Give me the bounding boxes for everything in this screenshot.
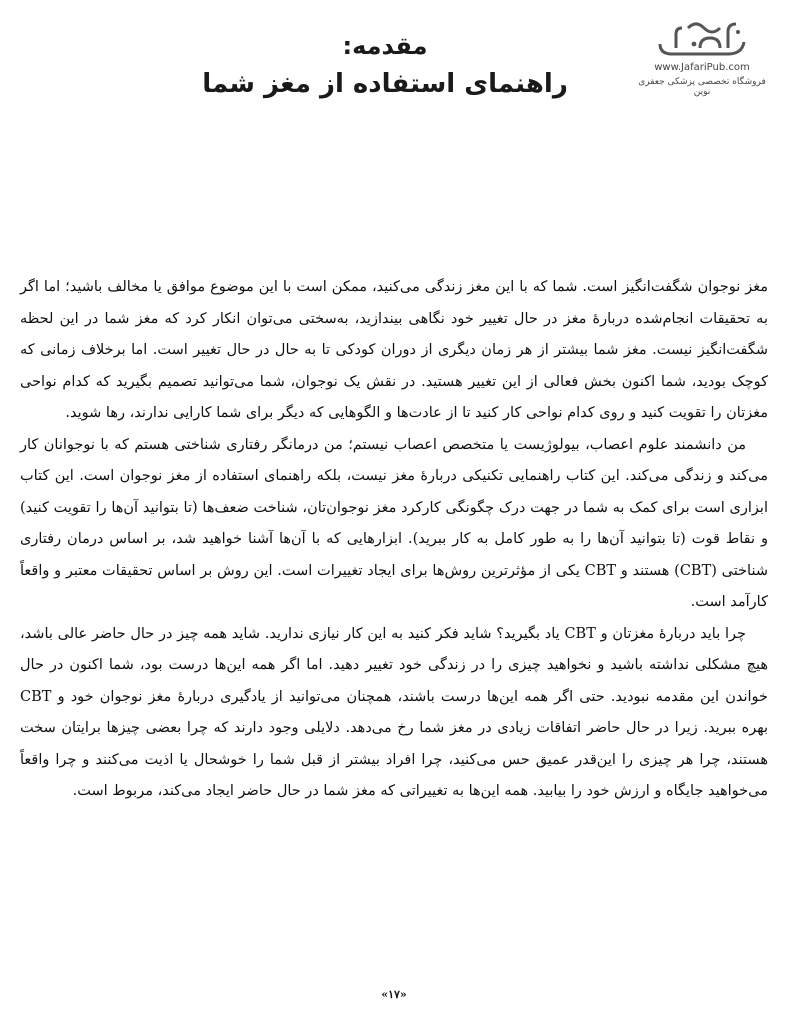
page-number: «۱۷» xyxy=(381,988,407,1001)
jafari-logo-icon xyxy=(654,18,750,60)
publisher-logo xyxy=(632,18,772,96)
chapter-title: مقدمه: xyxy=(342,32,428,60)
paragraph-2: من دانشمند علوم اعصاب، بیولوژیست یا متخصص اعصاب نیستم؛ من درمانگر رفتاری شناختی هستم که با نوجوانان کار می‌کند و زندگی می‌کند. این کتاب راهنمایی تکنیکی دربارهٔ مغز نیست، بلکه راهنمای استفاده از مغز نوجوان است. این کتاب ابزاری است برای کمک به شما در جهت درک چگونگی کارکرد مغز نوجوان‌تان، شناخت ضعف‌ها (تا بتوانید آن‌ها را تقویت کنید) و نقاط قوت (تا بتوانید آن‌ها را به طور کامل به کار ببرید). ابزارهایی که با آن‌ها آشنا خواهید شد، بر اساس درمان رفتاری شناختی (CBT) هستند و CBT یکی از مؤثرترین روش‌ها برای ایجاد تغییرات است. این روش بر اساس تحقیقات معتبر و واقعاً کارآمد است. xyxy=(20,436,768,610)
logo-url: www.JafariPub.com xyxy=(654,62,750,73)
logo-tagline: فروشگاه تخصصی پزشکی جعفری نوین xyxy=(638,77,766,97)
body-text xyxy=(20,272,768,808)
paragraph-1: مغز نوجوان شگفت‌انگیز است. شما که با این مغز زندگی می‌کنید، ممکن است با این موضوع موافق یا مخالف باشید؛ اما اگر به تحقیقات انجام‌شده دربارهٔ مغز در حال تغییر خود نگاهی بیندازید، به‌سختی می‌توان انکار کرد که مغز شما در این لحظه شگفت‌انگیز نیست. مغز شما بیشتر از هر زمان دیگری از دوران کودکی تا به حال در حال تغییر است. اما برخلاف زمانی که کوچک بودید، شما اکنون بخش فعالی از این تغییر هستید. در نقش یک نوجوان، شما می‌توانید تصمیم بگیرید که کدام نواحی مغزتان را تقویت کنید و روی کدام نواحی کار کنید تا از عادت‌ها و الگوهایی که دیگر برای شما کارایی ندارند، رها شوید. xyxy=(20,279,768,421)
paragraph-3: چرا باید دربارهٔ مغزتان و CBT یاد بگیرید؟ شاید فکر کنید به این کار نیازی ندارید. شاید همه چیز در حال حاضر عالی باشد، هیچ مشکلی نداشته باشید و نخواهید چیزی را در زندگی خود تغییر دهید. اما اگر همه این‌ها درست بود، شما اکنون در حال خواندن این مقدمه نبودید. حتی اگر همه این‌ها درست باشند، همچنان می‌توانید از یادگیری دربارهٔ مغز نوجوان خود و CBT بهره ببرید. زیرا در حال حاضر اتفاقات زیادی در مغز شما رخ می‌دهد. دلایلی وجود دارند که چرا بعضی چیزها برایتان سخت هستند، چرا هر چیزی را این‌قدر عمیق حس می‌کنید، چرا افراد بیشتر از قبل شما را خوشحال یا اذیت می‌کنند و چرا واقعاً می‌خواهید جایگاه و ارزش خود را بیابید. همه این‌ها به تغییراتی که مغز شما در حال حاضر ایجاد می‌کند، مربوط است. xyxy=(20,625,768,799)
chapter-heading xyxy=(150,30,620,106)
chapter-subtitle: راهنمای استفاده از مغز شما xyxy=(202,69,568,99)
